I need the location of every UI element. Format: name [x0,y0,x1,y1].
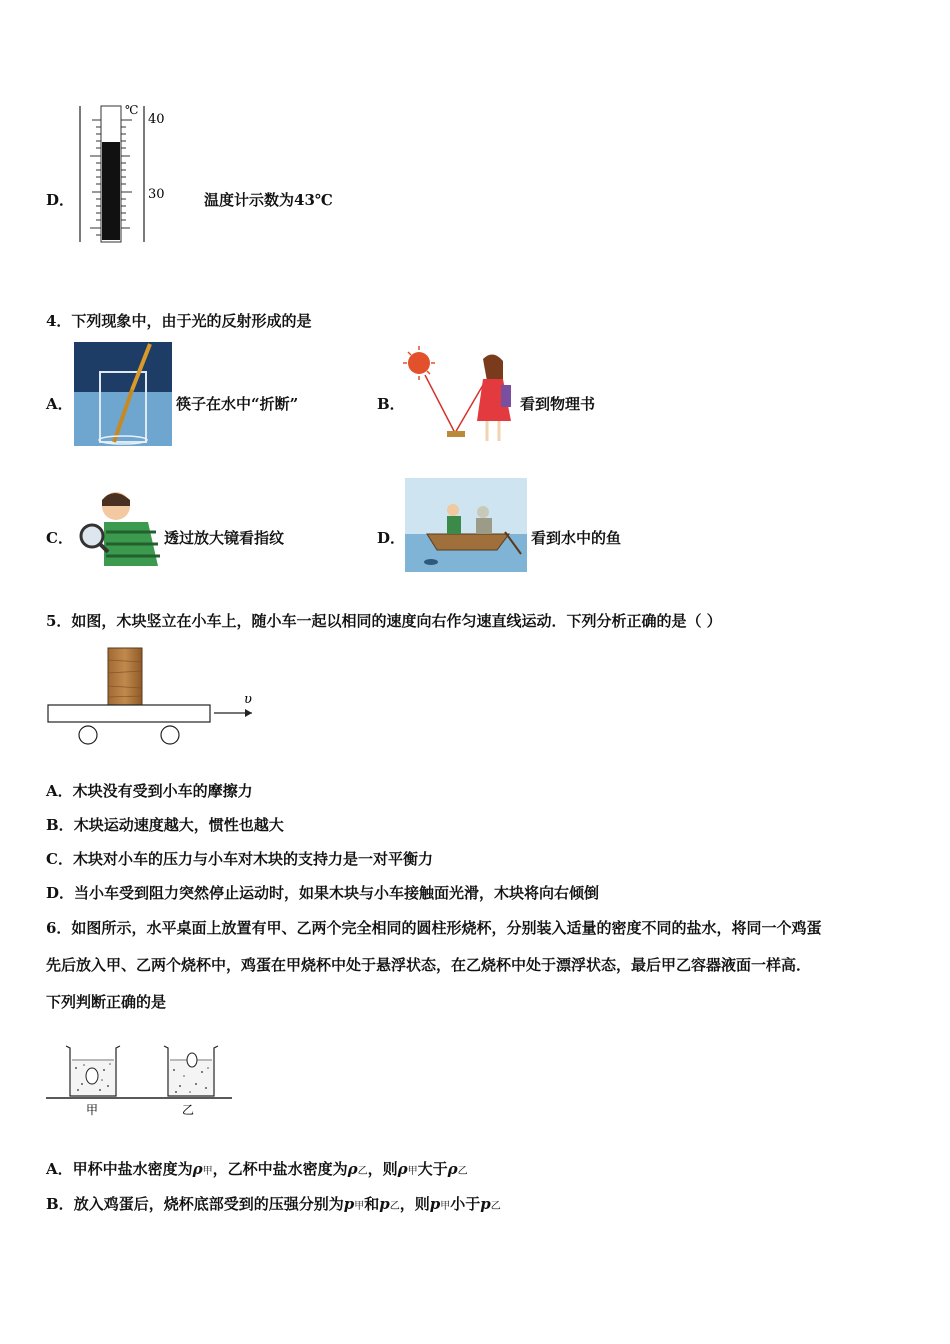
q4-option-a-text: 筷子在水中“折断” [176,395,299,413]
q3-option-d-label: D． [46,191,75,209]
q4-option-d-text: 看到水中的鱼 [531,529,622,547]
q4-stem: 4．下列现象中，由于光的反射形成的是 [46,312,312,330]
thermo-unit: ℃ [125,103,139,117]
q4-option-c-label: C． [46,529,73,547]
thermometer-figure [70,100,180,250]
q5-option-c: C．木块对小车的压力与小车对木块的支持力是一对平衡力 [46,850,433,868]
q5-option-d: D．当小车受到阻力突然停止运动时，如果木块与小车接触面光滑，木块将向右倾倒 [46,884,600,902]
velocity-label: υ [244,692,252,707]
q4-option-d-label: D． [377,529,406,547]
beakers-figure [44,1040,236,1120]
q4-option-a-label: A． [46,395,73,413]
q6-option-b: B．放入鸡蛋后，烧杯底部受到的压强分别为p甲和p乙，则p甲小于p乙 [46,1195,501,1213]
q6-stem-line1: 6．如图所示，水平桌面上放置有甲、乙两个完全相同的圆柱形烧杯，分别装入适量的密度不同的盐水，将同一个鸡蛋 [46,919,822,937]
beaker-label-jia: 甲 [86,1103,99,1117]
q6-option-a: A．甲杯中盐水密度为ρ甲，乙杯中盐水密度为ρ乙，则ρ甲大于ρ乙 [46,1160,468,1178]
beaker-label-yi: 乙 [182,1103,195,1117]
q6-stem-line3: 下列判断正确的是 [46,993,167,1011]
q5-stem: 5．如图，木块竖立在小车上，随小车一起以相同的速度向右作匀速直线运动．下列分析正确的是（ ） [46,612,722,630]
q4-option-c-text: 透过放大镜看指纹 [164,529,285,547]
cart-with-block-figure [46,646,266,746]
q6-stem-line2: 先后放入甲、乙两个烧杯中，鸡蛋在甲烧杯中处于悬浮状态，在乙烧杯中处于漂浮状态，最后甲乙容器液面一样高． [46,956,812,974]
thermo-tick-30: 30 [148,187,165,202]
chopsticks-in-water-image [74,342,172,446]
q3-option-d-text: 温度计示数为43℃ [204,191,333,209]
magnifier-boy-image [74,488,166,570]
girl-reading-book-image [403,345,518,445]
q4-option-b-text: 看到物理书 [520,395,596,413]
q4-option-b-label: B． [377,395,405,413]
thermo-tick-40: 40 [148,112,165,127]
q5-option-b: B．木块运动速度越大，惯性也越大 [46,816,284,834]
q5-option-a: A．木块没有受到小车的摩擦力 [46,782,253,800]
fish-in-water-image [405,478,527,572]
